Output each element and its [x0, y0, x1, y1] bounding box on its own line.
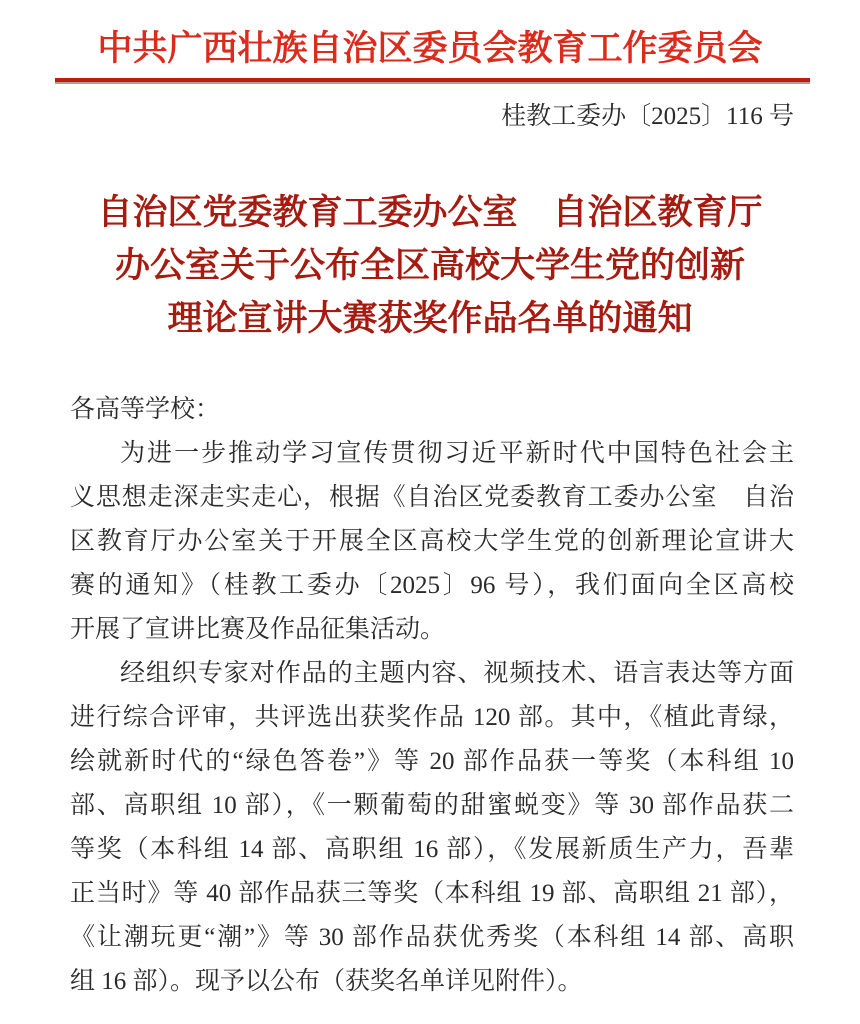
body-line: 赛的通知》（桂教工委办〔2025〕96 号），我们面向全区高校	[70, 572, 794, 599]
title-line: 办公室关于公布全区高校大学生党的创新	[114, 246, 745, 285]
document-title	[0, 186, 860, 345]
paragraph	[70, 652, 794, 1004]
title-line: 理论宣讲大赛获奖作品名单的通知	[167, 299, 693, 338]
red-separator-line	[55, 78, 810, 84]
body-line: 经组织专家对作品的主题内容、视频技术、语言表达等方面	[120, 660, 794, 687]
body-line: 《让潮玩更“潮”》等 30 部作品获优秀奖（本科组 14 部、高职	[70, 924, 794, 951]
paragraph	[70, 432, 794, 652]
body-line: 进行综合评审，共评选出获奖作品 120 部。其中，《植此青绿，	[70, 704, 794, 731]
title-line: 自治区党委教育工委办公室 自治区教育厅	[97, 193, 763, 232]
body-line: 正当时》等 40 部作品获三等奖（本科组 19 部、高职组 21 部），	[70, 880, 794, 907]
salutation: 各高等学校：	[70, 396, 221, 423]
body-line: 组 16 部）。现予以公布（获奖名单详见附件）。	[70, 968, 583, 995]
body-line: 开展了宣讲比赛及作品征集活动。	[70, 616, 446, 643]
body-line: 绘就新时代的“绿色答卷”》等 20 部作品获一等奖（本科组 10	[70, 748, 794, 775]
body-line: 等奖（本科组 14 部、高职组 16 部），《发展新质生产力，吾辈	[70, 836, 794, 863]
body-line: 义思想走深走实走心，根据《自治区党委教育工委办公室 自治	[70, 484, 794, 511]
document-body	[70, 388, 794, 1004]
document-number: 桂教工委办〔2025〕116 号	[501, 103, 794, 130]
body-line: 区教育厅办公室关于开展全区高校大学生党的创新理论宣讲大	[70, 528, 794, 555]
body-line: 部、高职组 10 部），《一颗葡萄的甜蜜蜕变》等 30 部作品获二	[70, 792, 794, 819]
body-paragraphs	[70, 432, 794, 1004]
document-issuer: 中共广西壮族自治区委员会教育工作委员会	[97, 29, 763, 68]
body-line: 为进一步推动学习宣传贯彻习近平新时代中国特色社会主	[120, 440, 794, 467]
